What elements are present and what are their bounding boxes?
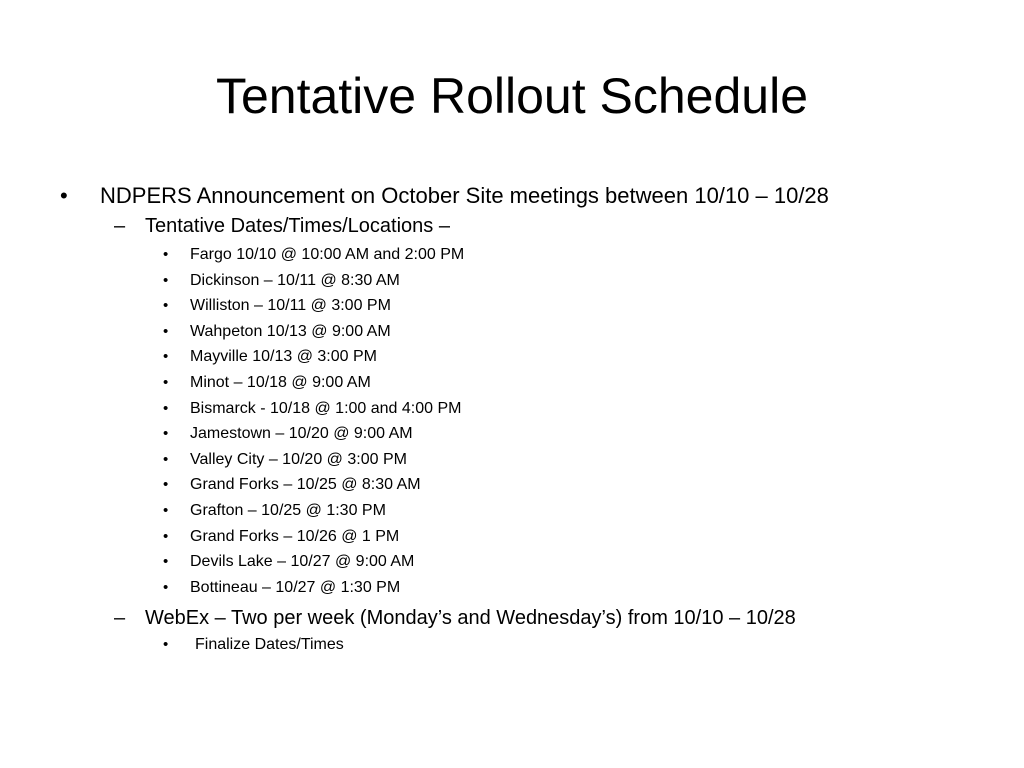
meeting-text: Williston – 10/11 @ 3:00 PM — [190, 297, 391, 315]
bullet-icon: • — [163, 373, 169, 391]
dates-heading-text: Tentative Dates/Times/Locations – — [145, 215, 450, 237]
main-bullet-text: NDPERS Announcement on October Site meetings between 10/10 – 10/28 — [100, 183, 829, 208]
meeting-text: Minot – 10/18 @ 9:00 AM — [190, 373, 371, 391]
bullet-icon: • — [163, 399, 169, 417]
meeting-text: Grand Forks – 10/26 @ 1 PM — [190, 527, 400, 545]
meeting-text: Bismarck - 10/18 @ 1:00 and 4:00 PM — [190, 399, 462, 417]
bullet-icon: • — [163, 476, 169, 494]
meeting-text: Devils Lake – 10/27 @ 9:00 AM — [190, 553, 415, 571]
meeting-text: Fargo 10/10 @ 10:00 AM and 2:00 PM — [190, 246, 465, 263]
meeting-text: Grafton – 10/25 @ 1:30 PM — [190, 501, 386, 519]
bullet-icon: • — [163, 322, 169, 340]
bullet-icon: • — [163, 297, 169, 315]
meeting-text: Wahpeton 10/13 @ 9:00 AM — [190, 322, 391, 340]
meeting-text: Bottineau – 10/27 @ 1:30 PM — [190, 578, 401, 596]
bullet-icon: • — [163, 553, 169, 571]
bullet-icon: • — [163, 636, 169, 653]
meeting-text: Valley City – 10/20 @ 3:00 PM — [190, 450, 407, 468]
bullet-icon: • — [163, 348, 169, 366]
meeting-text: Grand Forks – 10/25 @ 8:30 AM — [190, 476, 421, 494]
webex-heading-text: WebEx – Two per week (Monday’s and Wednesday’s) from 10/10 – 10/28 — [145, 607, 796, 629]
meeting-text: Dickinson – 10/11 @ 8:30 AM — [190, 271, 400, 289]
dash-icon: – — [114, 607, 126, 629]
slide-title: Tentative Rollout Schedule — [215, 68, 809, 124]
meeting-text: Mayville 10/13 @ 3:00 PM — [190, 348, 377, 366]
bullet-icon: • — [163, 450, 169, 468]
meeting-text: Jamestown – 10/20 @ 9:00 AM — [190, 425, 413, 443]
webex-sub-text: Finalize Dates/Times — [195, 636, 344, 653]
bullet-icon: • — [163, 425, 169, 443]
bullet-icon: • — [163, 578, 169, 596]
dash-icon: – — [114, 215, 126, 237]
bullet-icon: • — [163, 501, 169, 519]
bullet-icon: • — [163, 271, 169, 289]
bullet-icon: • — [60, 183, 68, 208]
bullet-icon: • — [163, 246, 169, 263]
bullet-icon: • — [163, 527, 169, 545]
